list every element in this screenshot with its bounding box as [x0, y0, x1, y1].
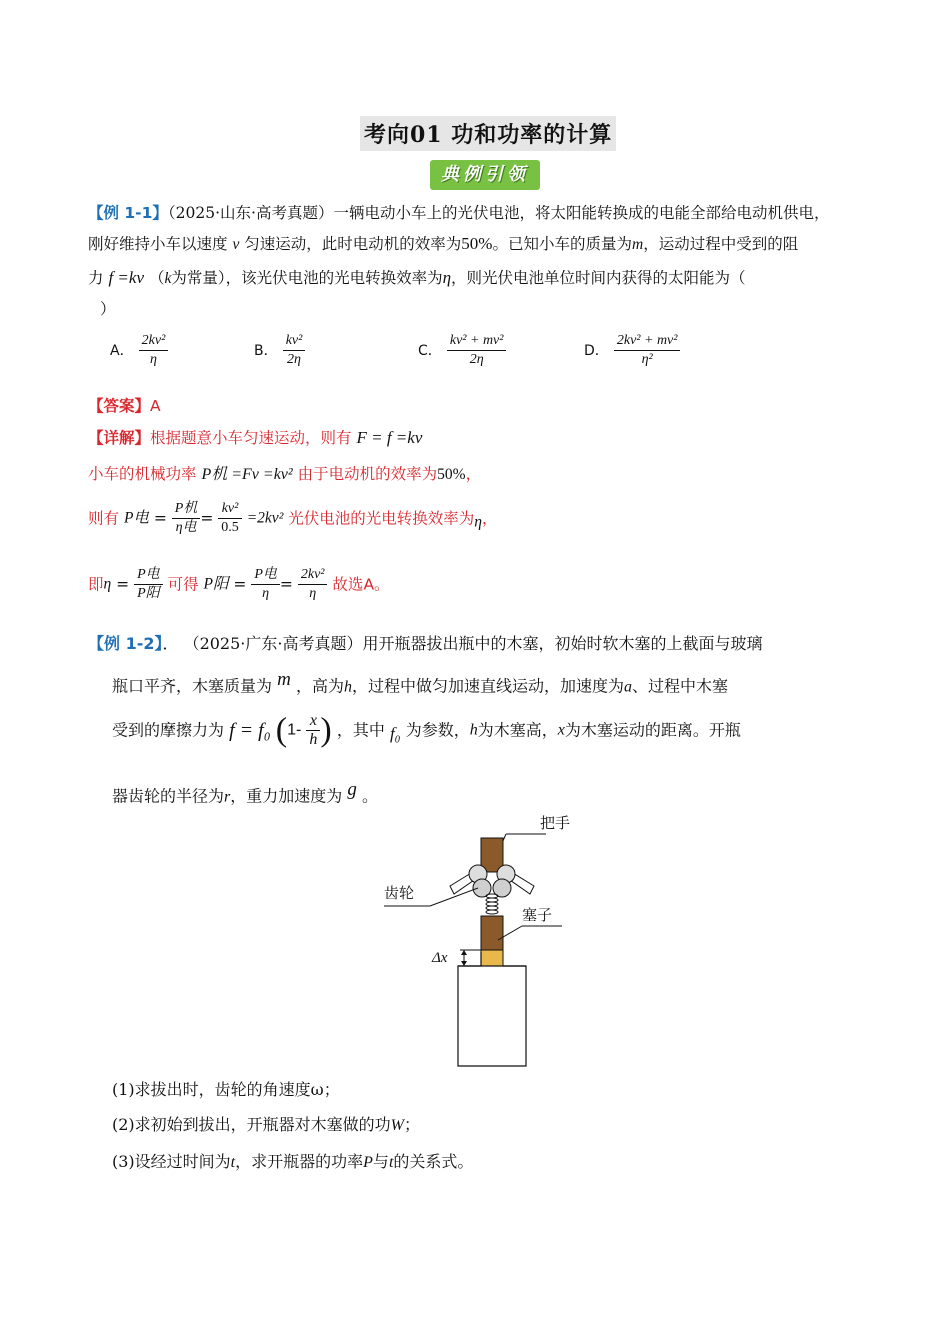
plug-exposed — [481, 950, 503, 966]
example2-line2: 瓶口平齐，木塞质量为 m ，高为h，过程中做匀加速直线运动，加速度为a、过程中木塞 — [112, 669, 728, 696]
detail-line2: 小车的机械功率 P机 =Fv =kv² 由于电动机的效率为50%， — [88, 465, 482, 483]
dx-label: Δx — [432, 950, 448, 966]
answer-line — [88, 395, 161, 417]
option-c: C． $\frac{\text{kv² + mv²}}{2\eta}$ — [418, 332, 506, 369]
page-title: 考向01 功和功率的计算 — [360, 116, 616, 151]
option-d: D． $\frac{\text{2kv² + mv²}}{\text{η²}}$ — [584, 332, 680, 369]
bottle-opener-figure — [380, 808, 600, 1070]
example1-line1: 【例 1-1】（2025·山东·高考真题）一辆电动小车上的光伏电池，将太阳能转换成的电能全部给电动机供电， — [88, 204, 830, 222]
bottle — [458, 952, 526, 1066]
example1-line3: 力 f =kv （k为常量），该光伏电池的光电转换效率为η，则光伏电池单位时间内获得的太阳能为（ — [88, 268, 746, 287]
detail-line1: 【详解】根据题意小车匀速运动，则有 F = f =kv — [88, 428, 423, 447]
answer-value: A — [150, 397, 161, 415]
answer-label: 【答案】 — [88, 396, 151, 415]
example1-line2: 刚好维持小车以速度 v 匀速运动，此时电动机的效率为50%。已知小车的质量为m，运动过程中受到的阻 — [88, 234, 799, 253]
plug-label: 塞子 — [522, 906, 553, 924]
example2-line4: 器齿轮的半径为r，重力加速度为 g 。 — [112, 779, 378, 806]
gear-label: 齿轮 — [384, 884, 415, 902]
question-1: (1)求拔出时，齿轮的角速度ω； — [112, 1080, 340, 1099]
example2-line1: 【例 1-2】． （2025·广东·高考真题）用开瓶器拔出瓶中的木塞，初始时软木塞的上截面与玻璃 — [88, 634, 763, 653]
cork-body — [481, 916, 503, 950]
option-a: A． $\frac{\text{2kv²}}{\eta}$ — [110, 332, 168, 369]
question-2: (2)求初始到拔出，开瓶器对木塞做的功W； — [112, 1115, 421, 1134]
handle-label: 把手 — [540, 814, 571, 832]
example-badge: 典例引领 — [430, 160, 540, 190]
example1-label: 【例 1-1】 — [88, 204, 168, 222]
spring — [486, 894, 498, 914]
option-b: B． $\frac{\text{kv²}}{2\eta}$ — [254, 332, 305, 369]
example2-line3: 受到的摩擦力为 f = f₀ (1- $\frac{x}{h}$ ) ，其中 f₀ 为参数，h为木塞高，x为木塞运动的距离。开瓶 — [112, 711, 741, 749]
detail-label: 【详解】 — [88, 428, 151, 447]
detail-line3: 则有 P电 = $\frac{\text{P机}}{\text{η电}}$ = $\frac{\text{kv²}}{0.5}$ =2kv² 光伏电池的光电转换效率为η， — [88, 501, 498, 535]
example2-label: 【例 1-2】 — [88, 634, 163, 653]
question-3: (3)设经过时间为t，求开瓶器的功率P与t的关系式。 — [112, 1152, 474, 1171]
example1-line4: ） — [100, 300, 116, 318]
detail-line4: 即η = $\frac{\text{P电}}{\text{P阳}}$ 可得 P阳 = $\frac{\text{P电}}{\eta}$ = $\frac{\text{2kv²}}{\eta}$ 故选A。 — [88, 567, 390, 601]
